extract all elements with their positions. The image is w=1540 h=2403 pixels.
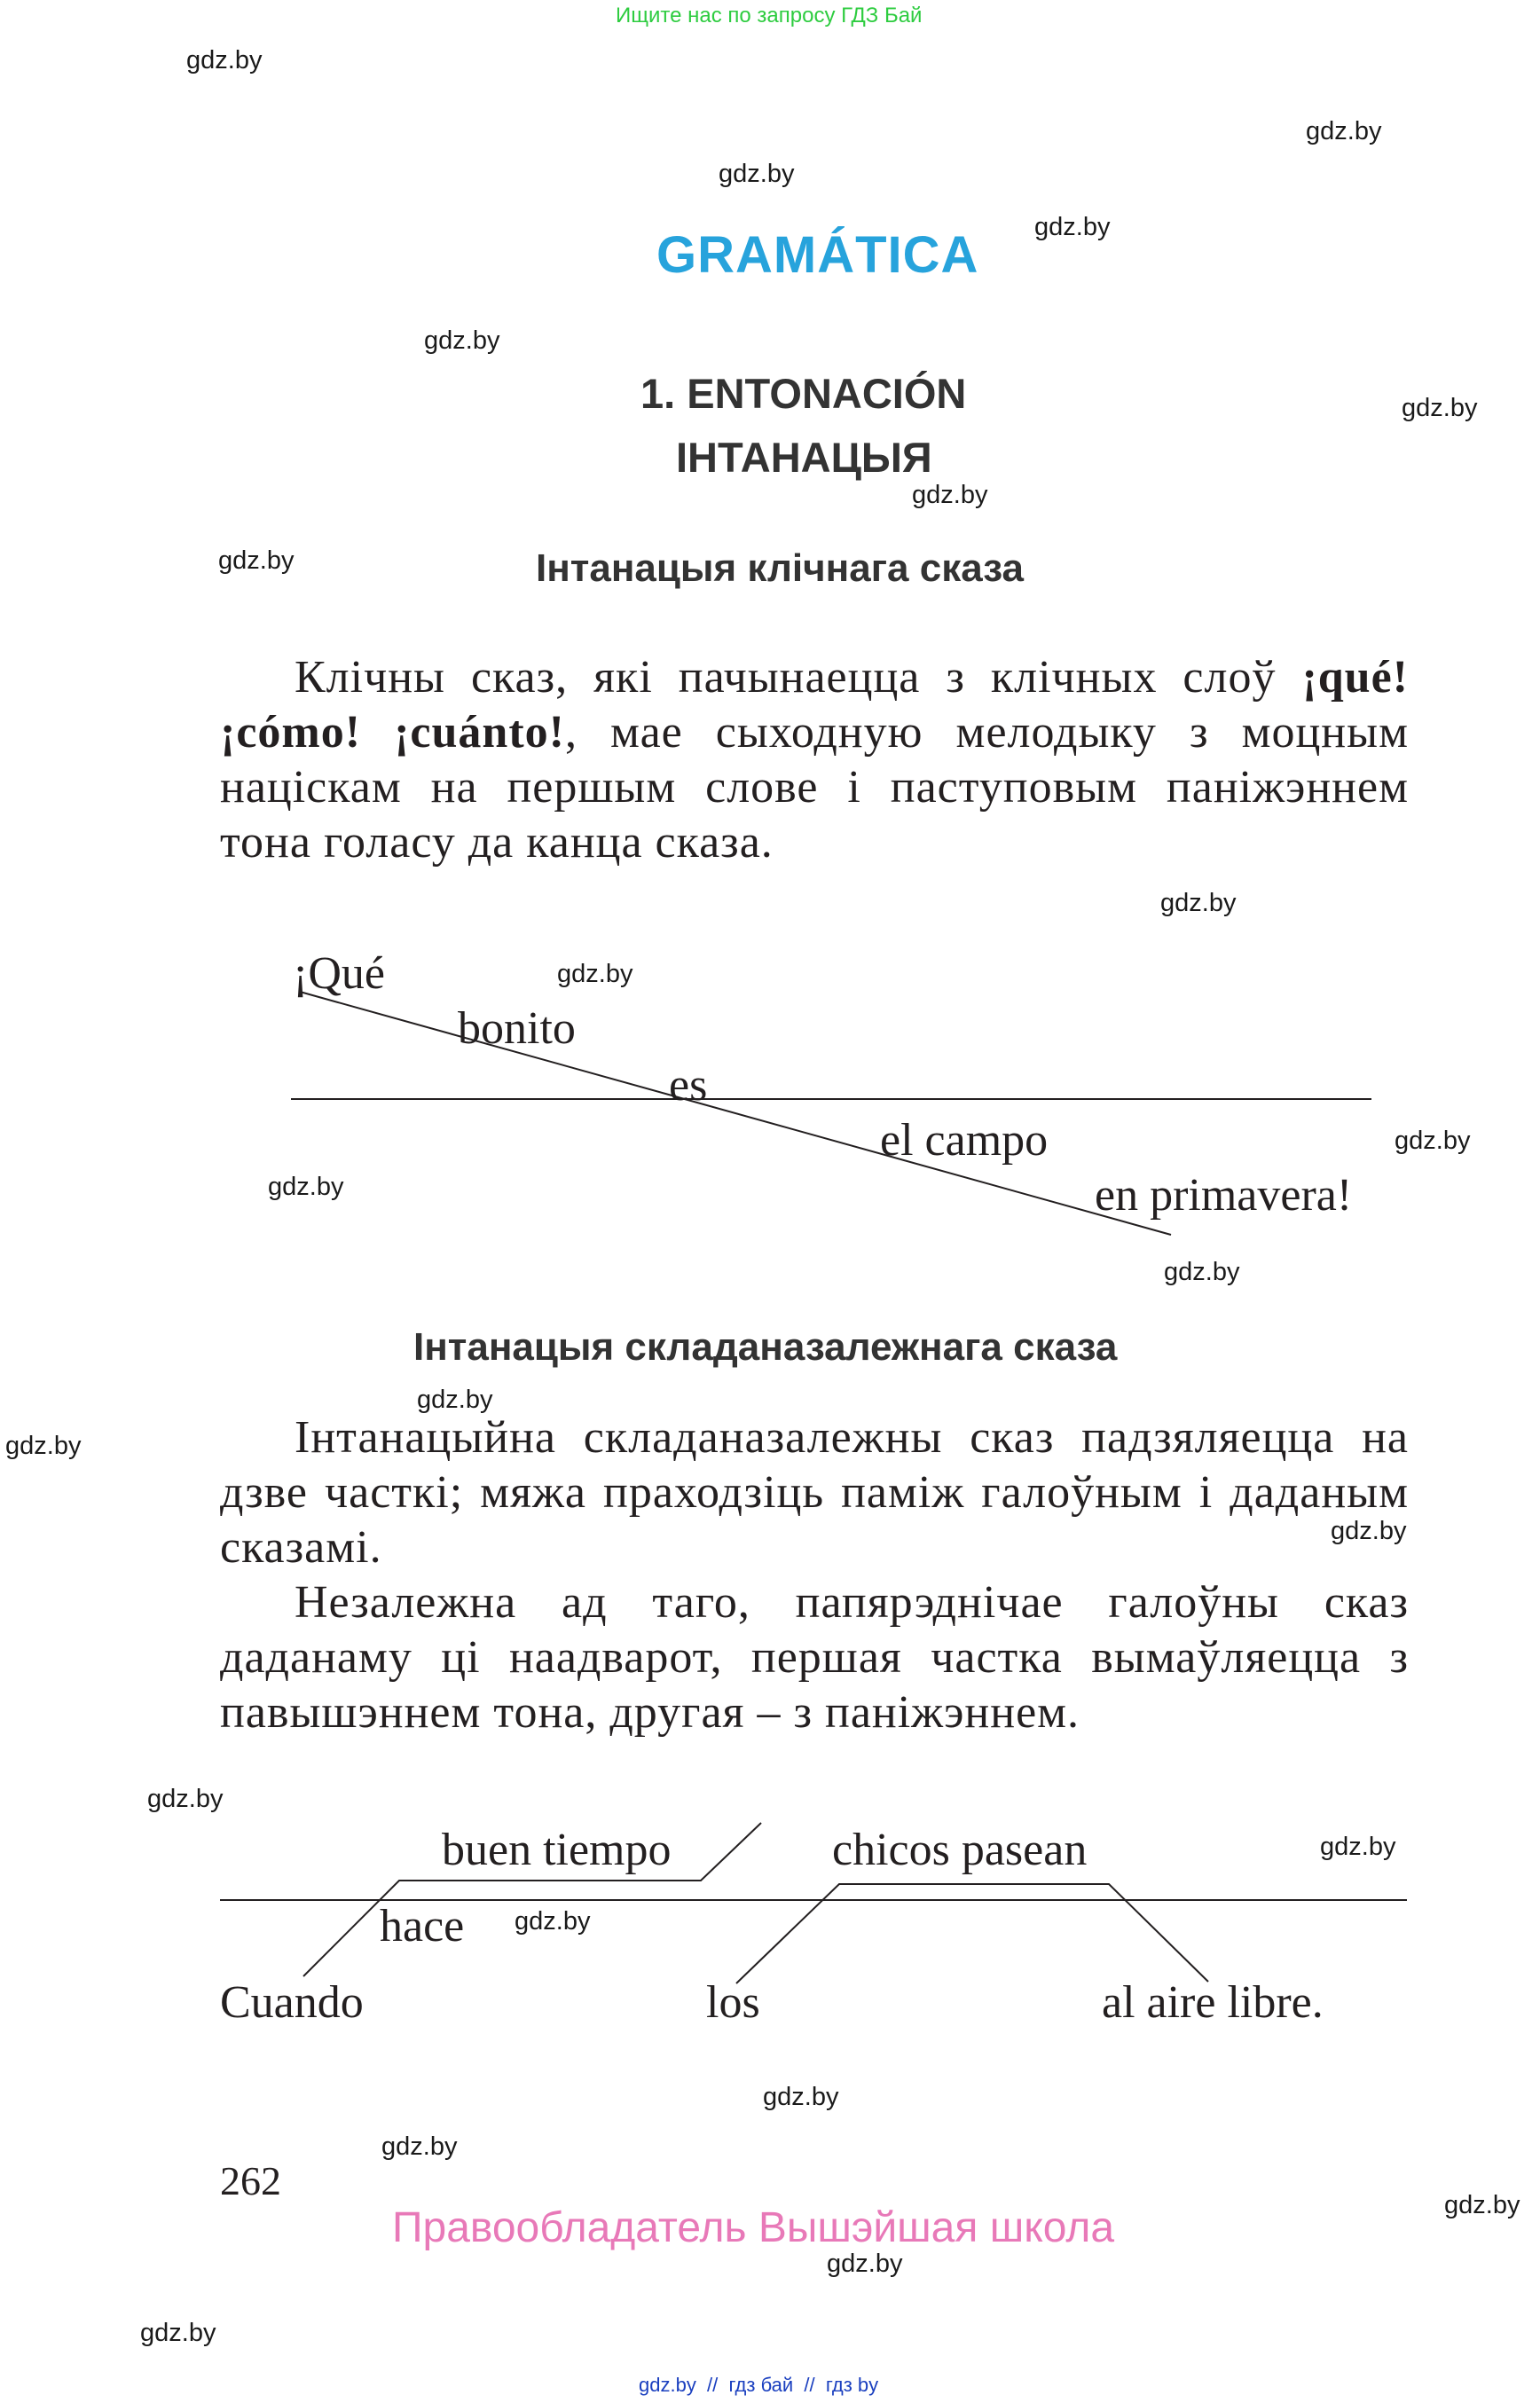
paragraph-text: , мае сыходную мелодыку з моцным націскам на першым слове і паступовым паніжэннем тона голасу да канца сказа.: [220, 707, 1409, 868]
falling-tone-line: [300, 992, 1171, 1235]
diagram-word: Cuando: [220, 1977, 364, 2028]
diagram-word: hace: [380, 1901, 465, 1951]
diagram-word: al aire libre.: [1102, 1977, 1324, 2028]
diagram-word: buen tiempo: [442, 1825, 672, 1875]
section-heading-be: ІНТАНАЦЫЯ: [676, 434, 932, 481]
paragraph-text: Незалежна ад таго, папярэднічае галоўны сказ даданаму ці наадварот, першая частка вымаўляецца з павышэннем тона, другая – з паніжэннем.: [220, 1577, 1409, 1738]
watermark: gdz.by: [557, 960, 633, 988]
diagram-word: el campo: [880, 1115, 1049, 1166]
diagram-word: bonito: [458, 1003, 576, 1054]
footer-links[interactable]: gdz.by // гдз бай // гдз by: [639, 2374, 879, 2396]
watermark: gdz.by: [827, 2250, 903, 2278]
paragraph-text: Клічны сказ, які пачынаецца з клічных слоў: [295, 652, 1302, 703]
watermark: gdz.by: [1034, 213, 1111, 241]
watermark: gdz.by: [186, 46, 263, 75]
watermark: gdz.by: [719, 160, 795, 188]
diagram-word: los: [706, 1977, 760, 2028]
top-banner-link[interactable]: Ищите нас по запросу ГДЗ Бай: [616, 4, 923, 27]
watermark: gdz.by: [1306, 117, 1382, 145]
diagram-word: es: [669, 1060, 708, 1111]
paragraph-text: Інтанацыйна складаназалежны сказ падзяляецца на дзве часткі; мяжа праходзіць паміж галоўным і даданым сказамі.: [220, 1412, 1409, 1573]
watermark: gdz.by: [1320, 1833, 1396, 1861]
page-title: GRAMÁTICA: [656, 226, 979, 284]
watermark: gdz.by: [1395, 1127, 1471, 1155]
watermark: gdz.by: [381, 2132, 458, 2161]
watermark: gdz.by: [1444, 2191, 1520, 2219]
watermark: gdz.by: [417, 1386, 493, 1414]
watermark: gdz.by: [147, 1785, 224, 1813]
subsection-heading-exclamatory: Інтанацыя клічнага сказа: [536, 546, 1024, 590]
diagram-word: ¡Qué: [293, 948, 385, 999]
diagram-word: chicos pasean: [832, 1825, 1088, 1875]
watermark: gdz.by: [1402, 394, 1478, 422]
page-number: 262: [220, 2158, 281, 2203]
watermark: gdz.by: [5, 1432, 82, 1460]
diagram-word: en primavera!: [1095, 1170, 1353, 1221]
watermark: gdz.by: [1160, 889, 1237, 917]
copyright-notice: Правообладатель Вышэйшая школа: [392, 2204, 1115, 2251]
watermark: gdz.by: [140, 2319, 216, 2347]
watermark: gdz.by: [218, 546, 295, 575]
watermark: gdz.by: [763, 2083, 839, 2111]
watermark: gdz.by: [268, 1173, 344, 1201]
exclamatory-words: ¡qué! ¡cómo! ¡cuánto!: [220, 652, 1409, 758]
subsection-heading-complex: Інтанацыя складаназалежнага сказа: [413, 1325, 1118, 1369]
watermark: gdz.by: [424, 326, 500, 355]
watermark: gdz.by: [515, 1907, 591, 1936]
paragraph-complex: [220, 1410, 1409, 1740]
falling-tone-line: [736, 1884, 1208, 1983]
section-heading-es: 1. ENTONACIÓN: [640, 370, 967, 417]
watermark: gdz.by: [1164, 1258, 1240, 1286]
watermark: gdz.by: [1331, 1517, 1407, 1545]
watermark: gdz.by: [912, 481, 988, 509]
